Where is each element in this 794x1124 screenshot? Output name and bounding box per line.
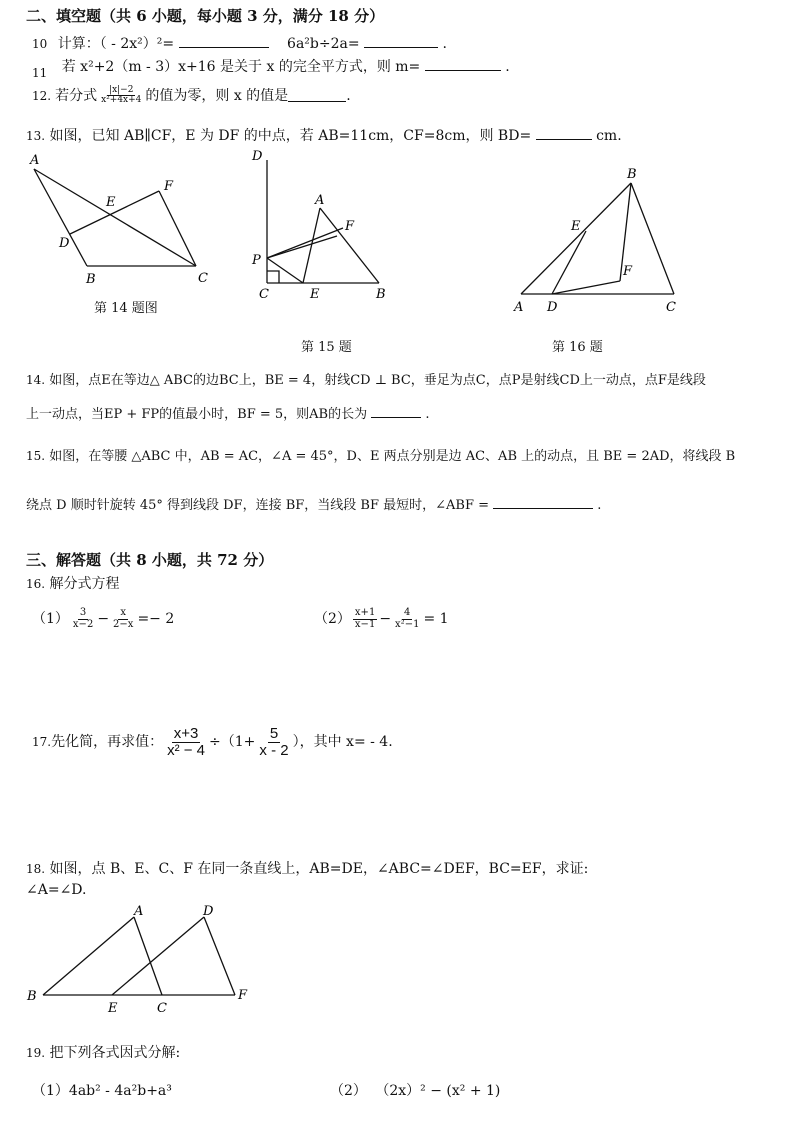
q11-number: 11 xyxy=(32,66,48,80)
fig16-label-C: C xyxy=(666,300,676,315)
q16-p1-label: （1） xyxy=(32,611,69,627)
q10-text2: 6a²b÷2a= xyxy=(287,36,360,52)
q19-number: 19. xyxy=(26,1046,46,1060)
question-18-line-1 xyxy=(26,862,588,876)
fig15-segment-PX xyxy=(267,236,337,258)
fig14-label-D: D xyxy=(59,236,70,251)
q19-p2-label: （2） xyxy=(330,1083,367,1099)
fig14-label-B: B xyxy=(86,272,96,287)
fig15-label-D: D xyxy=(252,149,263,164)
q16-p1-fraction-1 xyxy=(71,608,95,630)
q12-post: 的值为零，则 x 的值是 xyxy=(145,87,289,104)
q12-pre: 若分式 xyxy=(55,87,98,104)
q19-p2-expression: （2x）² − (x² + 1) xyxy=(375,1083,501,1099)
q19-part-1: （1）4ab² - 4a²b+a³ xyxy=(32,1083,172,1099)
fig15-segment-AB xyxy=(320,208,379,283)
fig15-segment-PF xyxy=(267,228,343,258)
q16-p2-label: （2） xyxy=(314,611,351,627)
fig15-label-B: B xyxy=(376,287,386,302)
q13-blank xyxy=(536,127,592,140)
q18-number: 18. xyxy=(26,862,46,876)
fig14-segment-FC xyxy=(159,191,196,266)
q13-text: 如图，已知 AB∥CF，E 为 DF 的中点，若 AB=11cm，CF=8cm，则 BD= xyxy=(49,128,532,144)
fig14-label-E: E xyxy=(106,195,116,210)
q13-number: 13. xyxy=(26,129,46,143)
fig16-label-B: B xyxy=(627,167,637,182)
q12-frac-numerator: |x|−2 xyxy=(109,85,134,95)
q17-f2-denominator: x - 2 xyxy=(259,741,289,759)
fig15-label-F: F xyxy=(345,219,355,234)
question-11 xyxy=(32,58,510,80)
fig18-label-B: B xyxy=(27,989,37,1004)
q10-end: . xyxy=(442,36,447,52)
q16-part-2 xyxy=(314,608,449,630)
fig15-label-E: E xyxy=(310,287,320,302)
q11-blank xyxy=(425,58,501,71)
q19-text: 把下列各式因式分解: xyxy=(49,1045,181,1061)
fig18-label-E: E xyxy=(108,1001,118,1016)
question-14-line-2 xyxy=(26,405,430,421)
question-10 xyxy=(32,35,447,51)
q16-p1-f1-numerator: 3 xyxy=(79,607,87,618)
q16-p1-f2-denominator: 2−x xyxy=(113,618,134,630)
q12-blank xyxy=(288,89,346,102)
fig16-segment-AB xyxy=(521,183,631,294)
fig14-label-F: F xyxy=(164,179,174,194)
q12-number: 12. xyxy=(32,88,52,103)
fig15-label-C: C xyxy=(259,287,269,302)
q15-number: 15. xyxy=(26,449,46,463)
q16-p1-f1-denominator: x−2 xyxy=(72,618,94,630)
q16-p2-fraction-1 xyxy=(353,608,377,630)
fig15-caption: 第 15 题 xyxy=(301,340,352,355)
q12-frac-denominator: x²+4x+4 xyxy=(101,95,142,106)
q16-part-1 xyxy=(32,608,174,630)
q15-blank xyxy=(493,496,593,509)
fig15-segment-AE xyxy=(303,208,320,283)
fig14-segment-DF xyxy=(70,191,159,234)
fig15-label-P: P xyxy=(252,253,261,268)
fig14-caption: 第 14 题图 xyxy=(94,301,158,316)
fig18-segment-ED xyxy=(112,917,204,995)
q17-mid: ÷（1+ xyxy=(209,734,256,751)
q17-pre: 先化简，再求值： xyxy=(51,734,164,751)
q13-unit: cm. xyxy=(596,128,622,144)
fig14-label-A: A xyxy=(30,153,40,168)
q12-end: . xyxy=(346,87,351,104)
fig16-caption: 第 16 题 xyxy=(552,340,603,355)
q14-line1: 如图，点E在等边△ ABC的边BC上，BE = 4，射线CD ⊥ BC，垂足为点C，点P是射线CD上一动点，点F是线段 xyxy=(49,373,706,388)
q14-number: 14. xyxy=(26,373,46,387)
q14-line2: 上一动点，当EP + FP的值最小时，BF = 5，则AB的长为 xyxy=(26,407,368,422)
q17-f1-numerator: x+3 xyxy=(173,725,199,742)
q16-p2-f2-numerator: 4 xyxy=(404,607,411,618)
question-15-line-1 xyxy=(26,450,735,463)
fig18-segment-DF xyxy=(204,917,235,995)
fig16-segment-DE xyxy=(552,231,586,294)
fig14-segment-AB xyxy=(34,169,87,266)
fig18-label-A: A xyxy=(134,904,144,919)
q10-text: 计算：（ - 2x²）²= xyxy=(57,36,175,52)
fig18-label-F: F xyxy=(238,988,248,1003)
fig14-label-C: C xyxy=(198,271,208,286)
q16-p2-f1-denominator: x−1 xyxy=(354,618,376,630)
q11-text: 若 x²+2（m - 3）x+16 是关于 x 的完全平方式，则 m= xyxy=(61,59,421,75)
q16-p1-rhs: =− 2 xyxy=(137,611,175,627)
question-15-line-2 xyxy=(26,496,601,512)
q15-line2: 绕点 D 顺时针旋转 45° 得到线段 DF，连接 BF，当线段 BF 最短时，∠ABF = xyxy=(26,498,489,513)
fig14-segment-AC xyxy=(34,169,196,266)
fig16-segment-BC xyxy=(631,183,674,294)
q16-p2-f1-numerator: x+1 xyxy=(354,607,376,618)
fig18-label-C: C xyxy=(157,1001,167,1016)
q10-blank-1 xyxy=(179,35,269,48)
q17-fraction-2 xyxy=(257,726,290,759)
q16-p2-fraction-2 xyxy=(393,608,421,630)
question-18-line-2: ∠A=∠D. xyxy=(26,882,87,898)
q10-number: 10 xyxy=(32,37,48,51)
q17-f2-numerator: 5 xyxy=(269,725,279,742)
fig18-segment-AC xyxy=(134,917,162,995)
q11-end: . xyxy=(505,59,510,75)
fig16-label-E: E xyxy=(571,219,581,234)
question-17 xyxy=(32,726,393,759)
question-19 xyxy=(26,1046,180,1060)
question-16 xyxy=(26,577,120,591)
q17-f1-denominator: x² − 4 xyxy=(167,741,206,759)
fig15-segment-EP xyxy=(267,258,303,283)
q17-post: ），其中 x= - 4. xyxy=(292,734,393,751)
section2-heading: 二、填空题（共 6 小题，每小题 3 分，满分 18 分） xyxy=(26,7,385,25)
q19-part-2 xyxy=(330,1084,500,1098)
question-14-line-1 xyxy=(26,374,706,387)
q14-end: . xyxy=(425,407,430,422)
section3-heading: 三、解答题（共 8 小题，共 72 分） xyxy=(26,551,274,569)
q16-p2-rhs: = 1 xyxy=(423,611,449,627)
q10-blank-2 xyxy=(364,35,438,48)
q15-end: . xyxy=(597,498,602,513)
q16-p1-f2-numerator: x xyxy=(120,607,127,618)
fig18-segment-BA xyxy=(43,917,134,995)
q17-number: 17. xyxy=(32,735,52,750)
q16-p1-fraction-2 xyxy=(111,608,135,630)
fig16-segment-BF xyxy=(620,183,631,281)
q16-p1-minus: − xyxy=(97,611,110,627)
question-13 xyxy=(26,127,622,143)
q17-fraction-1 xyxy=(165,726,207,759)
q16-p2-minus: − xyxy=(379,611,392,627)
q16-number: 16. xyxy=(26,577,46,591)
fig16-label-D: D xyxy=(547,300,558,315)
q16-p2-f2-denominator: x²−1 xyxy=(395,618,420,630)
fig16-segment-DF xyxy=(552,281,620,294)
question-12 xyxy=(32,86,351,106)
fig18-label-D: D xyxy=(203,904,214,919)
q15-line1: 如图，在等腰 △ABC 中，AB = AC，∠A = 45°，D、E 两点分别是边 AC、AB 上的动点，且 BE = 2AD，将线段 B xyxy=(49,449,736,464)
q16-text: 解分式方程 xyxy=(49,576,120,592)
q12-fraction xyxy=(99,86,143,106)
fig15-label-A: A xyxy=(315,193,325,208)
fig16-label-F: F xyxy=(623,264,633,279)
q14-blank xyxy=(371,405,421,418)
q18-line1: 如图，点 B、E、C、F 在同一条直线上，AB=DE，∠ABC=∠DEF，BC=EF，求证: xyxy=(49,861,589,877)
fig16-label-A: A xyxy=(514,300,524,315)
fig15-right-angle xyxy=(267,271,279,283)
